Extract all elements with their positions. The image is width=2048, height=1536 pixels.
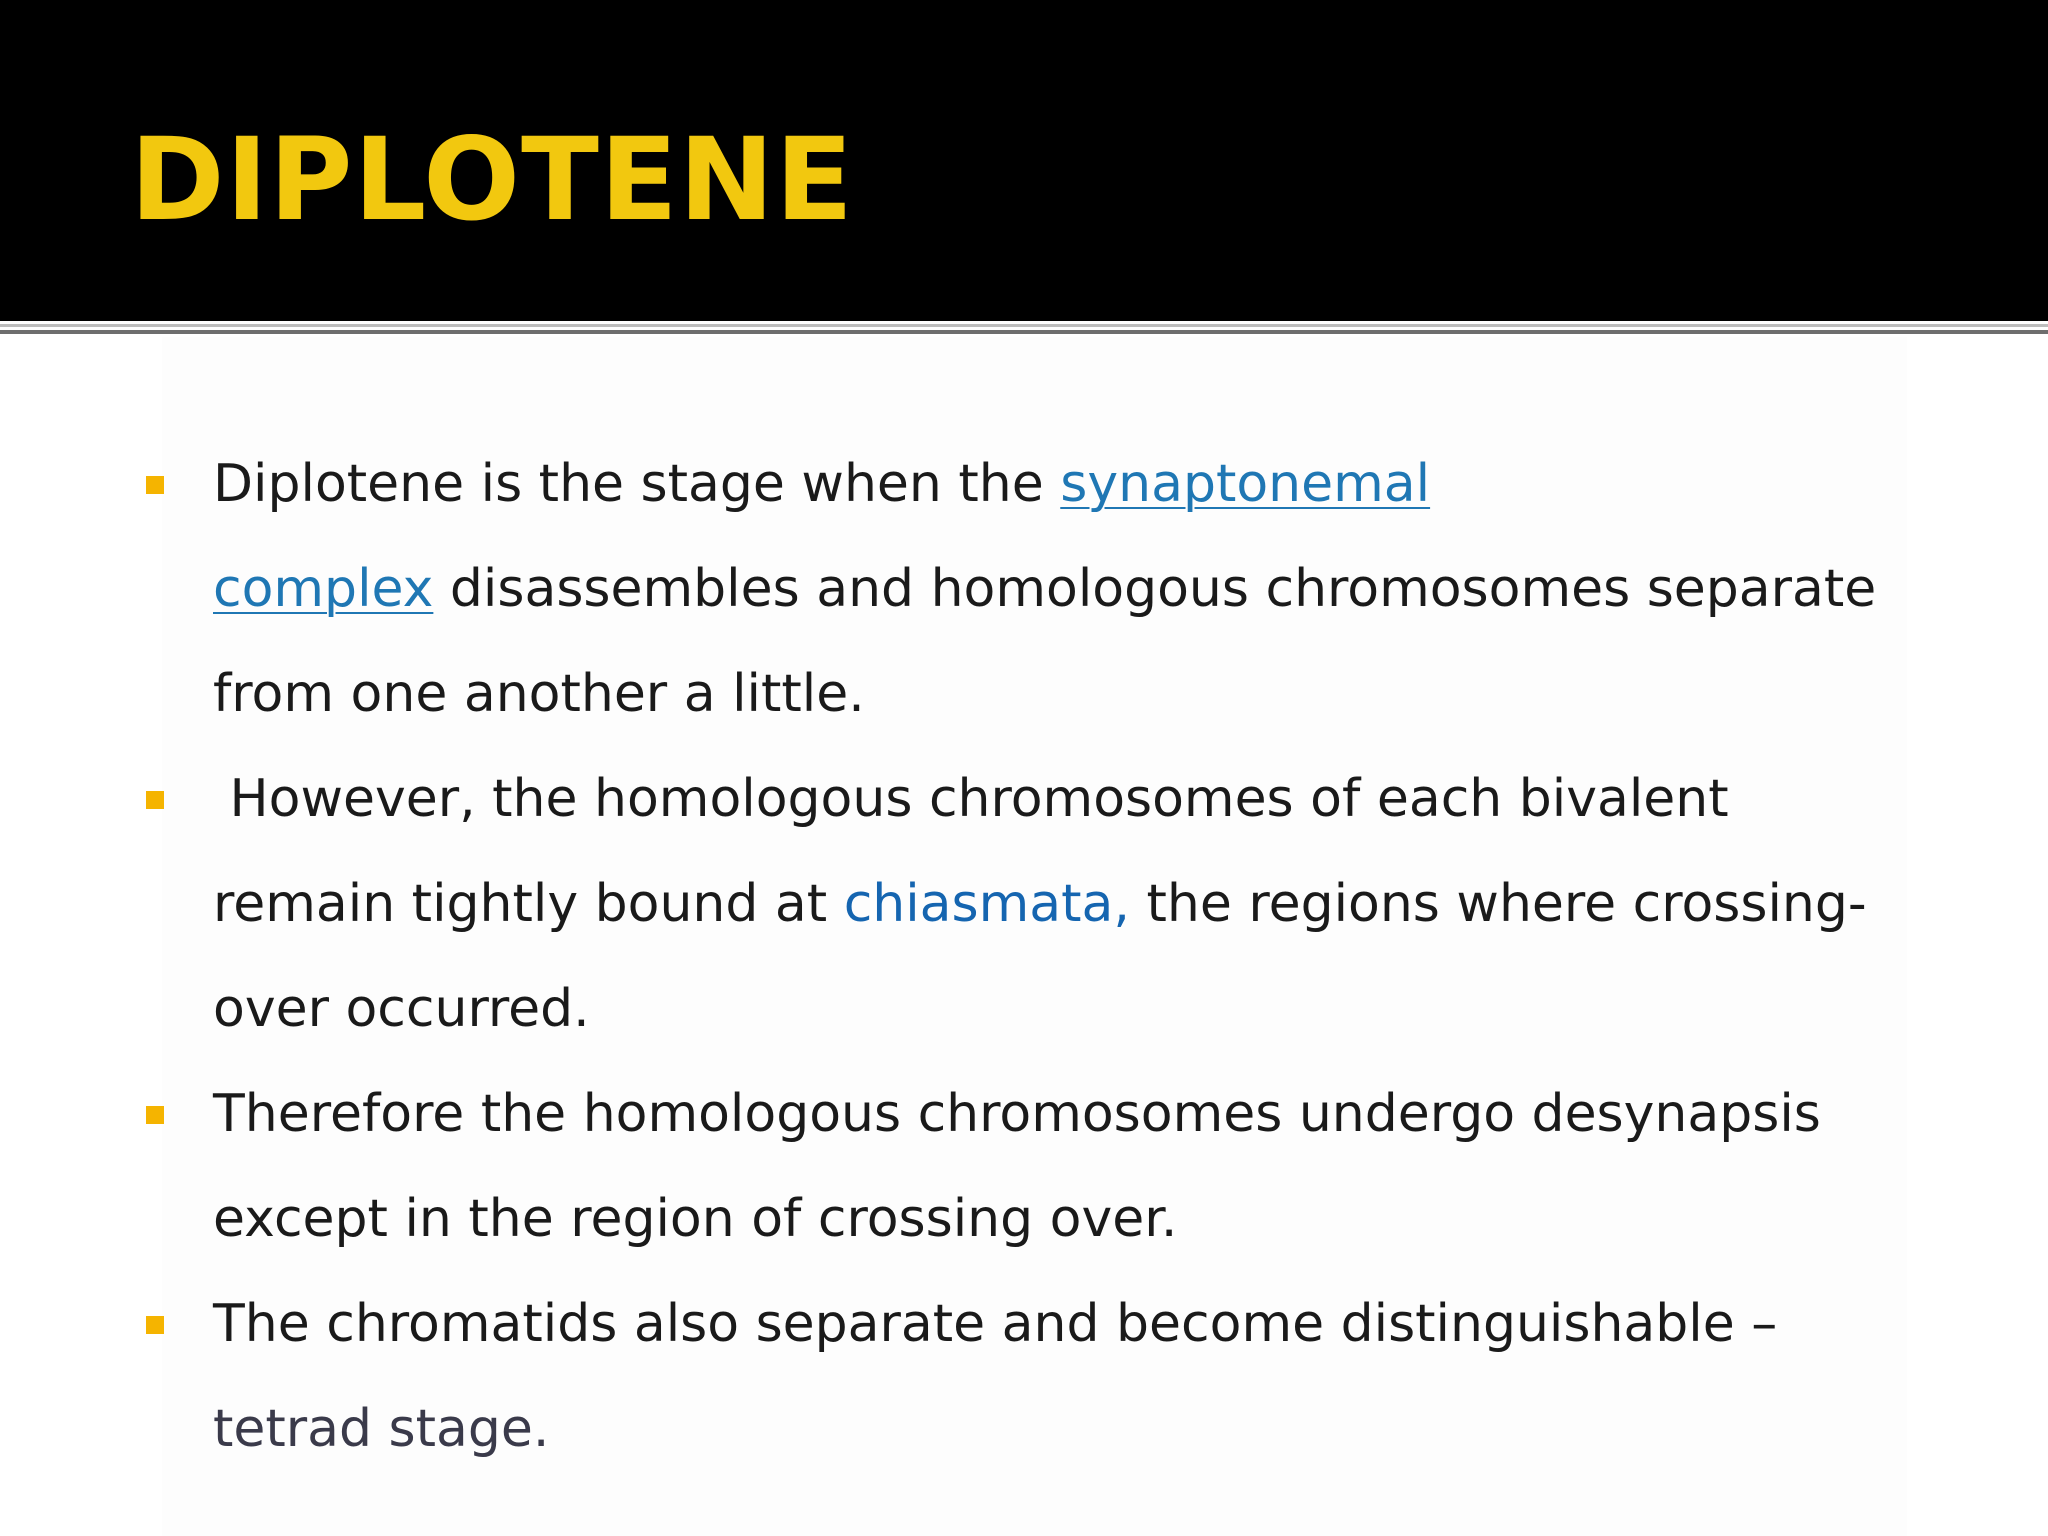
complex-link[interactable]: complex <box>213 559 434 619</box>
bullet-1-text-start: Diplotene is the stage when the <box>213 454 1061 514</box>
bullet-4-text-start: The chromatids also separate and become distinguishable – <box>213 1294 1778 1354</box>
slide-title: DIPLOTENE <box>130 113 855 246</box>
bullet-2-text-end: the regions where crossing-over occurred. <box>213 874 1867 1039</box>
square-bullet-icon <box>146 1106 164 1124</box>
chiasmata-term: chiasmata, <box>843 874 1130 934</box>
bullet-3-text: Therefore the homologous chromosomes undergo desynapsis except in the region of crossing over. <box>213 1084 1821 1249</box>
bullet-1-text-end: disassembles and homologous chromosomes separate from one another a little. <box>213 559 1877 724</box>
square-bullet-icon <box>146 1316 164 1334</box>
header-divider-light <box>0 324 2048 327</box>
title-bar <box>0 0 2048 321</box>
bullet-item-2 <box>0 747 1913 1062</box>
header-divider-dark <box>0 330 2048 334</box>
square-bullet-icon <box>146 476 164 494</box>
bullet-2-text-start: However, the homologous chromosomes of each bivalent remain tightly bound at <box>213 769 1729 934</box>
bullet-item-1 <box>0 432 1913 747</box>
synaptonemal-link[interactable]: synaptonemal <box>1060 454 1431 514</box>
square-bullet-icon <box>146 791 164 809</box>
bullet-item-3 <box>0 1062 1913 1272</box>
tetrad-stage-term: tetrad stage. <box>213 1399 550 1459</box>
bullet-list <box>0 432 2048 1482</box>
bullet-item-4 <box>0 1272 1913 1482</box>
